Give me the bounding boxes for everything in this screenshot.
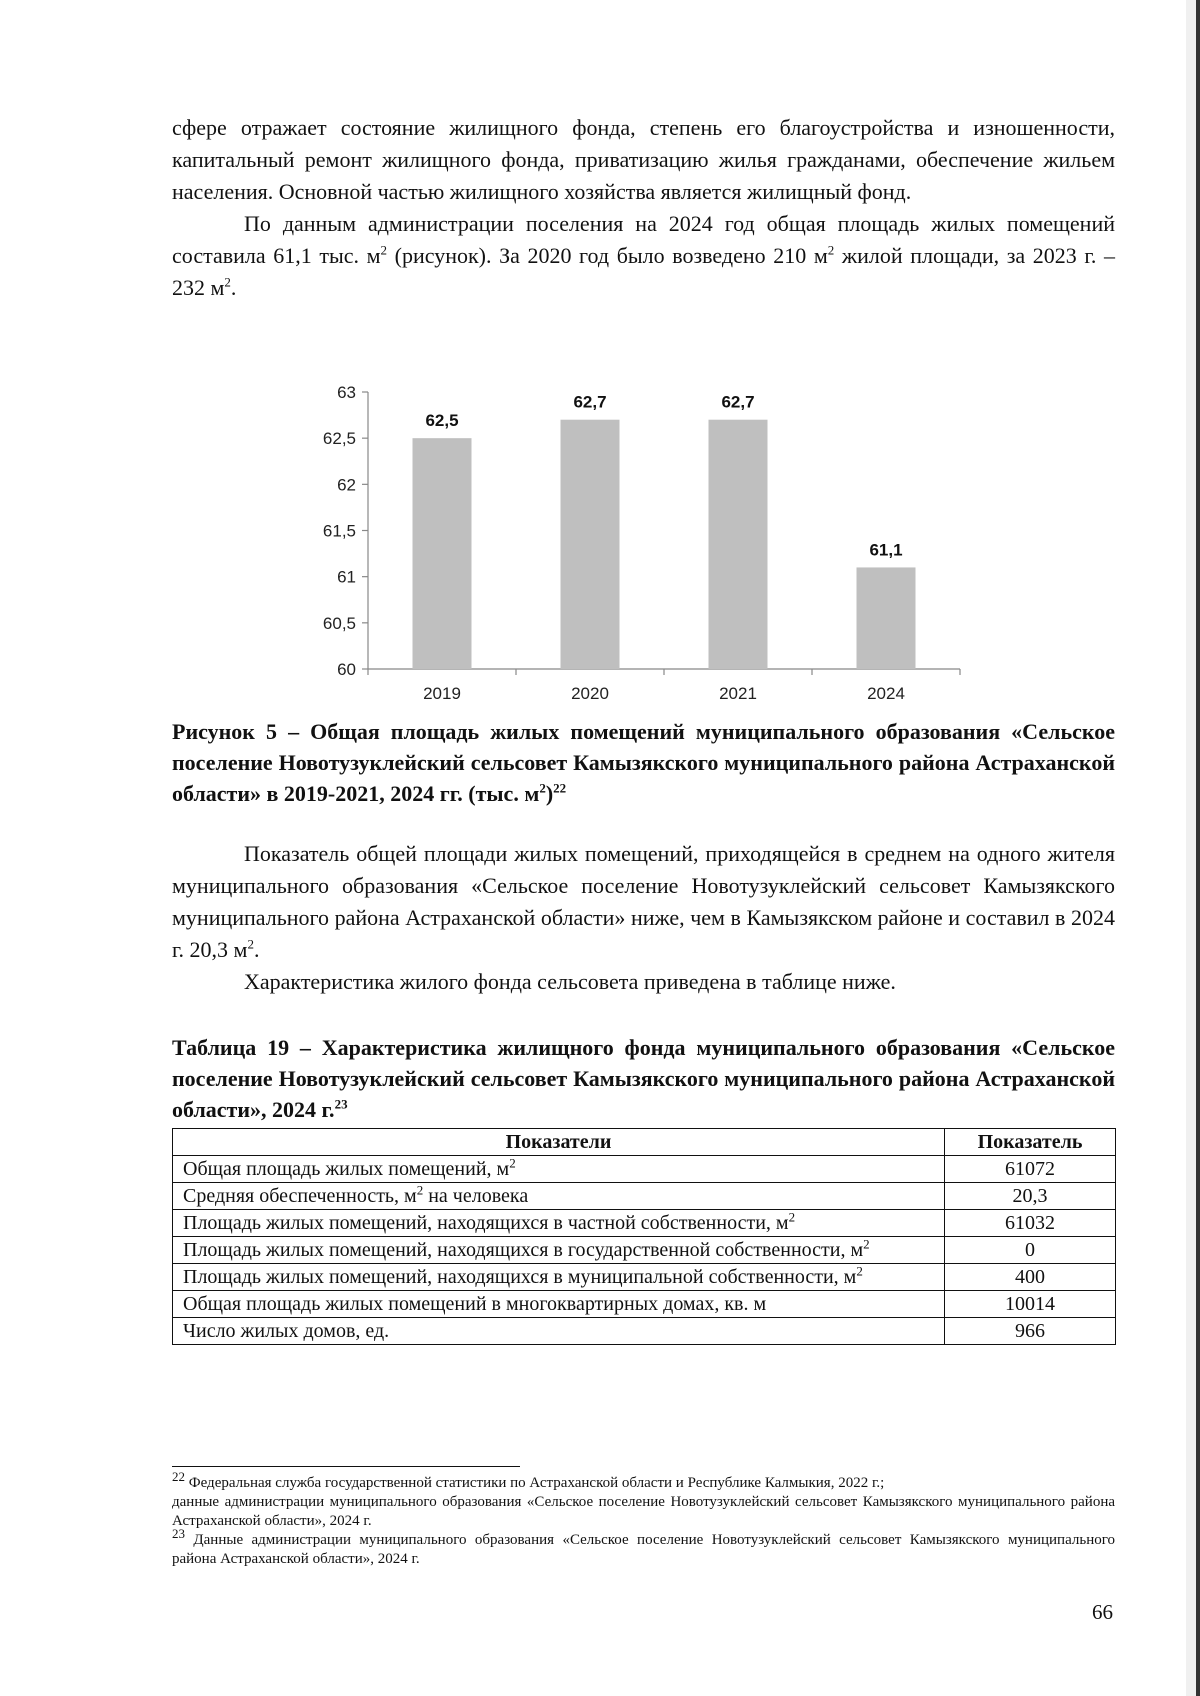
table-row [173, 1237, 1116, 1264]
table-cell-indicator [173, 1210, 945, 1237]
footnote-number: 22 [172, 1469, 185, 1484]
superscript: 2 [224, 274, 231, 290]
paragraph-text: Характеристика жилого фонда сельсовета приведена в таблице ниже. [244, 969, 896, 994]
bar-chart-svg [300, 382, 980, 712]
page-number: 66 [1092, 1600, 1113, 1624]
footnote-ref[interactable]: 22 [553, 780, 567, 796]
data-label: 62,7 [573, 392, 607, 412]
table-cell-indicator [173, 1183, 945, 1210]
y-tick-label: 63 [337, 383, 356, 402]
superscript: 2 [788, 1209, 796, 1225]
table-cell-value: 10014 [945, 1291, 1116, 1318]
table-row [173, 1156, 1116, 1183]
superscript: 2 [247, 936, 254, 952]
footnote-text: Федеральная служба государственной статистики по Астраханской области и Республике Калмыкия, 2022 г.; [185, 1475, 885, 1491]
cell-text: Число жилых домов, ед. [183, 1320, 390, 1342]
cell-text: Общая площадь жилых помещений в многоквартирных домах, кв. м [183, 1293, 767, 1315]
table-cell-indicator [173, 1156, 945, 1183]
footnote-23 [172, 1526, 1115, 1569]
table-caption [172, 1032, 1115, 1125]
paragraph-text: жилой площади, за 2023 г. – 232 м [172, 243, 1116, 300]
y-tick-label: 61 [337, 567, 356, 587]
table-caption-text: Таблица 19 – Характеристика жилищного фонда муниципального образования «Сельское поселение Новотузуклейский сельсовет Камызякского муниципального района Астраханской области», 2024 г. [172, 1035, 1115, 1122]
paragraph-housing-area [172, 208, 1115, 304]
figure-caption-text: Рисунок 5 – Общая площадь жилых помещений муниципального образования «Сельское поселение Новотузуклейский сельсовет Камызякского муниципального района Астраханской области» в 2019-2021, 2024 гг. (тыс. м [172, 719, 1115, 806]
bar-chart [300, 382, 980, 712]
table-cell-value: 966 [945, 1318, 1116, 1345]
superscript: 2 [539, 780, 546, 796]
footnote-22 [172, 1469, 1115, 1493]
table-row [173, 1318, 1116, 1345]
paragraph-table-intro [172, 966, 1115, 998]
table-row [173, 1291, 1116, 1318]
footnote-22-cont: данные администрации муниципального образования «Сельское поселение Новотузуклейский сельсовет Камызякского муниципального района Астраханской области», 2024 г. [172, 1494, 1115, 1529]
table-header-indicators: Показатели [173, 1129, 945, 1156]
bar-2024 [857, 567, 916, 669]
y-tick-label: 62 [337, 475, 356, 495]
paragraph-housing-sphere [172, 112, 1115, 208]
superscript: 2 [827, 242, 835, 258]
y-tick-label: 60 [337, 660, 356, 679]
paragraph-text: По данным администрации поселения на 2024 год общая площадь жилых помещений составила 61,1 тыс. м [172, 211, 1115, 268]
paragraph-per-capita [172, 838, 1115, 998]
table-row [173, 1210, 1116, 1237]
cell-text: Площадь жилых помещений, находящихся в частной собственности, м [183, 1212, 789, 1234]
x-tick-label: 2021 [719, 684, 757, 703]
cell-text: Средняя обеспеченность, м [183, 1185, 417, 1207]
footnote-text: Данные администрации муниципального образования «Сельское поселение Новотузуклейский сельсовет Камызякского муниципального района Астраханской области», 2024 г. [172, 1532, 1115, 1567]
paragraph-text: . [230, 275, 237, 300]
footnotes [172, 1469, 1115, 1569]
cell-text: на человека [423, 1185, 529, 1207]
paragraph-text: сфере отражает состояние жилищного фонда, степень его благоустройства и изношенности, капитальный ремонт жилищного фонда, приватизацию жилья гражданами, обеспечение жильем населения. Основной частью жилищного хозяйства является жилищный фонд. [172, 115, 1115, 204]
table-cell-value: 400 [945, 1264, 1116, 1291]
bar-2021 [709, 420, 768, 669]
y-tick-label: 60,5 [322, 613, 356, 633]
paragraph-text: . [253, 937, 260, 962]
superscript: 2 [863, 1236, 870, 1252]
y-tick-label: 62,5 [322, 429, 356, 449]
cell-text: Общая площадь жилых помещений, м [183, 1158, 510, 1180]
table-header-value: Показатель [945, 1129, 1116, 1156]
data-label: 61,1 [869, 540, 903, 560]
x-tick-label: 2019 [423, 684, 461, 703]
housing-table [172, 1128, 1116, 1345]
cell-text: Площадь жилых помещений, находящихся в государственной собственности, м [183, 1239, 864, 1261]
footnote-number: 23 [172, 1526, 185, 1541]
paragraph-text: Показатель общей площади жилых помещений, приходящейся в среднем на одного жителя муниципального образования «Сельское поселение Новотузуклейский сельсовет Камызякского муниципального района Астраханской области» ниже, чем в Камызякском районе и составил в 2024 г. 20,3 м [172, 841, 1115, 962]
table-header-row [173, 1129, 1116, 1156]
table-row [173, 1264, 1116, 1291]
data-label: 62,7 [721, 392, 755, 412]
table-cell-value: 20,3 [945, 1183, 1116, 1210]
page-edge [1196, 0, 1200, 1696]
bar-2019 [413, 438, 472, 669]
table-cell-indicator [173, 1237, 945, 1264]
page-edge-shadow [1186, 0, 1196, 1696]
paragraph-text: (рисунок). За 2020 год было возведено 210 м [387, 243, 828, 268]
table-cell-indicator [173, 1291, 945, 1318]
superscript: 2 [416, 1182, 424, 1198]
superscript: 2 [856, 1263, 863, 1279]
figure-caption [172, 716, 1115, 809]
table-cell-value: 61072 [945, 1156, 1116, 1183]
cell-text: Площадь жилых помещений, находящихся в муниципальной собственности, м [183, 1266, 857, 1288]
data-label: 62,5 [425, 411, 459, 431]
figure-caption-close: ) [545, 781, 554, 806]
paragraph-per-capita-text [172, 838, 1115, 966]
table-cell-value: 61032 [945, 1210, 1116, 1237]
bar-2020 [561, 420, 620, 669]
x-tick-label: 2024 [867, 684, 905, 703]
table-cell-value: 0 [945, 1237, 1116, 1264]
table-cell-indicator [173, 1318, 945, 1345]
footnote-separator [172, 1466, 520, 1467]
y-tick-label: 61,5 [322, 521, 356, 541]
superscript: 2 [509, 1155, 516, 1171]
superscript: 2 [380, 242, 388, 258]
paragraph-intro [172, 112, 1115, 304]
table-row [173, 1183, 1116, 1210]
table-cell-indicator [173, 1264, 945, 1291]
footnote-ref[interactable]: 23 [334, 1096, 348, 1112]
x-tick-label: 2020 [571, 684, 609, 703]
table-body [173, 1156, 1116, 1345]
